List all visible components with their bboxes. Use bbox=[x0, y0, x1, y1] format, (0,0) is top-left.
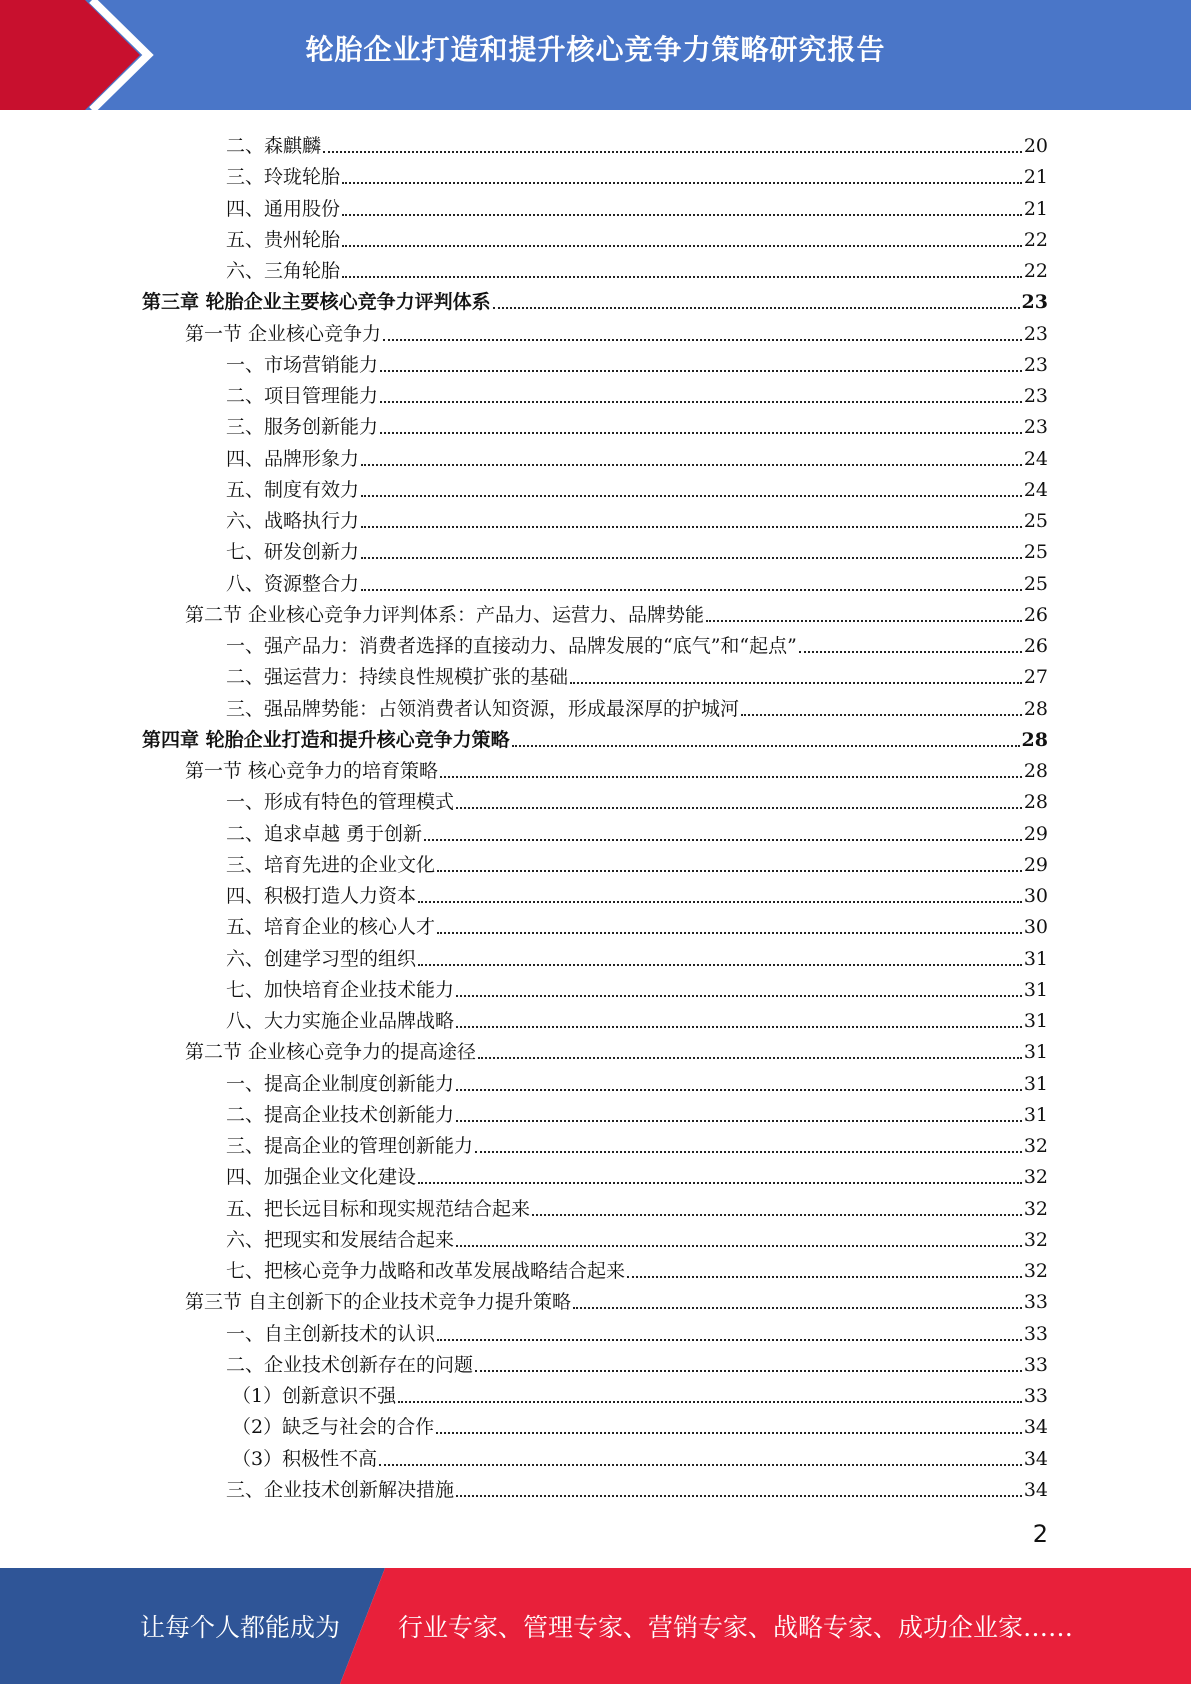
toc-dot-leader bbox=[361, 495, 1022, 497]
toc-item-entry[interactable] bbox=[226, 628, 1048, 659]
toc-dot-leader bbox=[456, 1089, 1022, 1091]
toc-entry-label: 二、提高企业技术创新能力 bbox=[226, 1103, 455, 1126]
toc-dot-leader bbox=[342, 245, 1022, 247]
toc-dot-leader bbox=[475, 1151, 1022, 1153]
toc-entry-page: 23 bbox=[1021, 291, 1048, 314]
toc-item-entry[interactable] bbox=[226, 1191, 1048, 1222]
toc-entry-label: 第三节 自主创新下的企业技术竞争力提升策略 bbox=[185, 1291, 572, 1314]
toc-item-entry[interactable] bbox=[226, 441, 1048, 472]
header-arrow-decoration bbox=[0, 0, 160, 110]
toc-item-entry[interactable] bbox=[226, 1097, 1048, 1128]
toc-entry-page: 33 bbox=[1023, 1385, 1048, 1407]
toc-entry-page: 31 bbox=[1023, 1103, 1048, 1126]
toc-entry-page: 24 bbox=[1023, 447, 1048, 470]
toc-item-entry[interactable] bbox=[226, 941, 1048, 972]
toc-item-entry[interactable] bbox=[226, 909, 1048, 940]
toc-item-entry[interactable] bbox=[226, 1003, 1048, 1034]
toc-entry-label: 二、项目管理能力 bbox=[226, 385, 379, 407]
toc-entry-label: 二、强运营力：持续良性规模扩张的基础 bbox=[226, 666, 569, 689]
toc-dot-leader bbox=[379, 1464, 1022, 1466]
toc-dot-leader bbox=[342, 276, 1022, 278]
toc-item-entry[interactable] bbox=[226, 503, 1048, 534]
toc-dot-leader bbox=[706, 620, 1022, 622]
toc-section-entry[interactable] bbox=[185, 316, 1048, 347]
toc-entry-label: 七、研发创新力 bbox=[226, 541, 360, 564]
toc-entry-label: 七、加快培育企业技术能力 bbox=[226, 978, 455, 1001]
toc-dot-leader bbox=[342, 214, 1022, 216]
toc-item-entry[interactable] bbox=[232, 1378, 1048, 1409]
toc-item-entry[interactable] bbox=[226, 1128, 1048, 1159]
toc-entry-label: 六、创建学习型的组织 bbox=[226, 947, 417, 970]
toc-entry-label: 七、把核心竞争力战略和改革发展战略结合起来 bbox=[226, 1260, 626, 1282]
toc-entry-label: 第一节 企业核心竞争力 bbox=[185, 322, 382, 345]
toc-dot-leader bbox=[398, 1401, 1022, 1403]
toc-entry-page: 23 bbox=[1023, 322, 1048, 345]
toc-entry-label: 六、战略执行力 bbox=[226, 510, 360, 532]
toc-entry-page: 28 bbox=[1023, 697, 1048, 720]
toc-entry-page: 24 bbox=[1023, 478, 1048, 501]
toc-dot-leader bbox=[380, 401, 1022, 403]
toc-entry-label: （3）积极性不高 bbox=[232, 1447, 378, 1470]
toc-entry-page: 34 bbox=[1023, 1478, 1048, 1501]
toc-entry-page: 23 bbox=[1023, 385, 1048, 407]
toc-entry-page: 31 bbox=[1023, 1041, 1048, 1064]
toc-dot-leader bbox=[437, 932, 1022, 934]
toc-entry-page: 22 bbox=[1023, 260, 1048, 282]
toc-item-entry[interactable] bbox=[226, 1159, 1048, 1190]
toc-item-entry[interactable] bbox=[226, 1316, 1048, 1347]
toc-entry-page: 30 bbox=[1023, 885, 1048, 907]
toc-entry-page: 22 bbox=[1023, 228, 1048, 251]
toc-entry-label: 三、玲珑轮胎 bbox=[226, 166, 341, 189]
footer-slogan-left: 让每个人都能成为 bbox=[140, 1613, 341, 1642]
toc-dot-leader bbox=[456, 1495, 1022, 1497]
toc-entry-label: 三、培育先进的企业文化 bbox=[226, 853, 436, 876]
toc-dot-leader bbox=[424, 839, 1022, 841]
toc-item-entry[interactable] bbox=[226, 878, 1048, 909]
toc-entry-label: 五、培育企业的核心人才 bbox=[226, 916, 436, 939]
toc-dot-leader bbox=[478, 1057, 1022, 1059]
page-footer bbox=[0, 1568, 1191, 1684]
toc-entry-page: 32 bbox=[1023, 1228, 1048, 1251]
toc-entry-page: 20 bbox=[1023, 135, 1048, 157]
toc-entry-label: 二、追求卓越 勇于创新 bbox=[226, 822, 423, 845]
toc-item-entry[interactable] bbox=[226, 378, 1048, 409]
toc-entry-label: 一、市场营销能力 bbox=[226, 353, 379, 376]
toc-entry-label: 第四章 轮胎企业打造和提升核心竞争力策略 bbox=[142, 728, 510, 751]
toc-section-entry[interactable] bbox=[185, 1034, 1048, 1065]
toc-entry-label: 六、把现实和发展结合起来 bbox=[226, 1228, 455, 1251]
toc-entry-label: 三、服务创新能力 bbox=[226, 416, 379, 439]
toc-entry-label: 三、企业技术创新解决措施 bbox=[226, 1478, 455, 1501]
toc-entry-page: 25 bbox=[1023, 541, 1048, 564]
toc-entry-page: 28 bbox=[1021, 728, 1048, 751]
toc-entry-page: 28 bbox=[1023, 791, 1048, 814]
toc-item-entry[interactable] bbox=[232, 1409, 1048, 1440]
toc-dot-leader bbox=[342, 182, 1022, 184]
toc-dot-leader bbox=[456, 1120, 1022, 1122]
toc-entry-label: 第一节 核心竞争力的培育策略 bbox=[185, 760, 439, 782]
toc-dot-leader bbox=[383, 339, 1022, 341]
toc-entry-label: 四、加强企业文化建设 bbox=[226, 1166, 417, 1189]
toc-dot-leader bbox=[456, 1245, 1022, 1247]
toc-item-entry[interactable] bbox=[226, 972, 1048, 1003]
toc-entry-label: 八、大力实施企业品牌战略 bbox=[226, 1010, 455, 1032]
toc-item-entry[interactable] bbox=[232, 1441, 1048, 1472]
footer-slogan-right: 行业专家、管理专家、营销专家、战略专家、成功企业家…… bbox=[398, 1613, 1074, 1642]
toc-item-entry[interactable] bbox=[226, 784, 1048, 815]
toc-entry-page: 33 bbox=[1023, 1353, 1048, 1376]
page-number: 2 bbox=[1032, 1520, 1048, 1548]
toc-dot-leader bbox=[418, 901, 1022, 903]
toc-dot-leader bbox=[741, 714, 1022, 716]
toc-dot-leader bbox=[418, 1182, 1022, 1184]
toc-dot-leader bbox=[361, 557, 1022, 559]
toc-dot-leader bbox=[475, 1370, 1022, 1372]
toc-item-entry[interactable] bbox=[226, 1253, 1048, 1284]
toc-item-entry[interactable] bbox=[226, 222, 1048, 253]
toc-entry-page: 27 bbox=[1023, 666, 1048, 689]
toc-item-entry[interactable] bbox=[226, 253, 1048, 284]
toc-entry-page: 33 bbox=[1023, 1291, 1048, 1314]
toc-entry-label: 六、三角轮胎 bbox=[226, 260, 341, 282]
toc-item-entry[interactable] bbox=[226, 534, 1048, 565]
toc-entry-page: 26 bbox=[1023, 635, 1048, 657]
toc-item-entry[interactable] bbox=[226, 347, 1048, 378]
toc-dot-leader bbox=[570, 682, 1022, 684]
toc-entry-label: （2）缺乏与社会的合作 bbox=[232, 1416, 435, 1439]
toc-entry-page: 29 bbox=[1023, 822, 1048, 845]
toc-entry-page: 32 bbox=[1023, 1166, 1048, 1189]
toc-item-entry[interactable] bbox=[226, 1066, 1048, 1097]
toc-section-entry[interactable] bbox=[185, 753, 1048, 784]
toc-dot-leader bbox=[380, 370, 1022, 372]
toc-item-entry[interactable] bbox=[226, 1472, 1048, 1503]
toc-entry-page: 31 bbox=[1023, 978, 1048, 1001]
toc-entry-label: 四、通用股份 bbox=[226, 197, 341, 220]
toc-entry-label: 五、贵州轮胎 bbox=[226, 228, 341, 251]
toc-entry-label: 一、提高企业制度创新能力 bbox=[226, 1072, 455, 1095]
toc-entry-label: 第二节 企业核心竞争力评判体系：产品力、运营力、品牌势能 bbox=[185, 603, 705, 626]
toc-entry-page: 31 bbox=[1023, 1010, 1048, 1032]
toc-item-entry[interactable] bbox=[226, 566, 1048, 597]
toc-dot-leader bbox=[380, 432, 1022, 434]
toc-dot-leader bbox=[361, 526, 1022, 528]
toc-item-entry[interactable] bbox=[226, 659, 1048, 690]
report-title: 轮胎企业打造和提升核心竞争力策略研究报告 bbox=[305, 33, 886, 66]
toc-dot-leader bbox=[437, 870, 1022, 872]
toc-entry-label: 二、森麒麟 bbox=[226, 135, 322, 157]
toc-dot-leader bbox=[456, 1026, 1022, 1028]
toc-entry-page: 32 bbox=[1023, 1135, 1048, 1157]
toc-entry-label: 四、品牌形象力 bbox=[226, 447, 360, 470]
toc-item-entry[interactable] bbox=[226, 691, 1048, 722]
toc-dot-leader bbox=[627, 1276, 1022, 1278]
toc-section-entry[interactable] bbox=[185, 1284, 1048, 1315]
toc-item-entry[interactable] bbox=[226, 128, 1048, 159]
toc-entry-page: 32 bbox=[1023, 1197, 1048, 1220]
toc-entry-label: 一、强产品力：消费者选择的直接动力、品牌发展的“底气”和“起点” bbox=[226, 635, 797, 657]
toc-dot-leader bbox=[440, 776, 1022, 778]
toc-item-entry[interactable] bbox=[226, 409, 1048, 440]
toc-item-entry[interactable] bbox=[226, 159, 1048, 190]
toc-entry-label: 一、形成有特色的管理模式 bbox=[226, 791, 455, 814]
toc-dot-leader bbox=[361, 589, 1022, 591]
toc-dot-leader bbox=[437, 1339, 1022, 1341]
toc-entry-label: 三、提高企业的管理创新能力 bbox=[226, 1135, 474, 1157]
toc-entry-page: 21 bbox=[1023, 197, 1048, 220]
toc-dot-leader bbox=[512, 745, 1020, 747]
toc-entry-page: 30 bbox=[1023, 916, 1048, 939]
toc-chapter-entry[interactable] bbox=[142, 722, 1048, 753]
toc-item-entry[interactable] bbox=[226, 191, 1048, 222]
toc-dot-leader bbox=[456, 807, 1022, 809]
toc-entry-label: 第三章 轮胎企业主要核心竞争力评判体系 bbox=[142, 291, 491, 314]
toc-entry-label: 二、企业技术创新存在的问题 bbox=[226, 1353, 474, 1376]
toc-item-entry[interactable] bbox=[226, 1222, 1048, 1253]
toc-section-entry[interactable] bbox=[185, 597, 1048, 628]
toc-dot-leader bbox=[323, 151, 1022, 153]
toc-entry-page: 33 bbox=[1023, 1322, 1048, 1345]
toc-entry-page: 26 bbox=[1023, 603, 1048, 626]
toc-entry-page: 21 bbox=[1023, 166, 1048, 189]
toc-entry-page: 28 bbox=[1023, 760, 1048, 782]
toc-entry-label: 四、积极打造人力资本 bbox=[226, 885, 417, 907]
toc-entry-page: 32 bbox=[1023, 1260, 1048, 1282]
toc-dot-leader bbox=[361, 464, 1022, 466]
toc-entry-page: 31 bbox=[1023, 947, 1048, 970]
toc-chapter-entry[interactable] bbox=[142, 284, 1048, 315]
toc-entry-label: 一、自主创新技术的认识 bbox=[226, 1322, 436, 1345]
toc-entry-label: （1）创新意识不强 bbox=[232, 1385, 397, 1407]
toc-entry-label: 五、制度有效力 bbox=[226, 478, 360, 501]
toc-entry-page: 31 bbox=[1023, 1072, 1048, 1095]
page-header bbox=[0, 0, 1191, 110]
toc-dot-leader bbox=[573, 1307, 1022, 1309]
toc-entry-page: 29 bbox=[1023, 853, 1048, 876]
toc-dot-leader bbox=[436, 1432, 1022, 1434]
toc-dot-leader bbox=[418, 964, 1022, 966]
toc-dot-leader bbox=[456, 995, 1022, 997]
toc-item-entry[interactable] bbox=[226, 1347, 1048, 1378]
toc-dot-leader bbox=[532, 1214, 1022, 1216]
toc-entry-page: 25 bbox=[1023, 510, 1048, 532]
toc-item-entry[interactable] bbox=[226, 816, 1048, 847]
toc-item-entry[interactable] bbox=[226, 472, 1048, 503]
toc-entry-label: 第二节 企业核心竞争力的提高途径 bbox=[185, 1041, 477, 1064]
toc-entry-page: 25 bbox=[1023, 572, 1048, 595]
toc-entry-label: 三、强品牌势能：占领消费者认知资源，形成最深厚的护城河 bbox=[226, 697, 740, 720]
toc-entry-label: 五、把长远目标和现实规范结合起来 bbox=[226, 1197, 531, 1220]
toc-entry-page: 23 bbox=[1023, 416, 1048, 439]
toc-dot-leader bbox=[799, 651, 1022, 653]
toc-entry-label: 八、资源整合力 bbox=[226, 572, 360, 595]
toc-entry-page: 23 bbox=[1023, 353, 1048, 376]
toc-dot-leader bbox=[493, 307, 1020, 309]
toc-item-entry[interactable] bbox=[226, 847, 1048, 878]
toc-entry-page: 34 bbox=[1023, 1447, 1048, 1470]
toc-entry-page: 34 bbox=[1023, 1416, 1048, 1439]
